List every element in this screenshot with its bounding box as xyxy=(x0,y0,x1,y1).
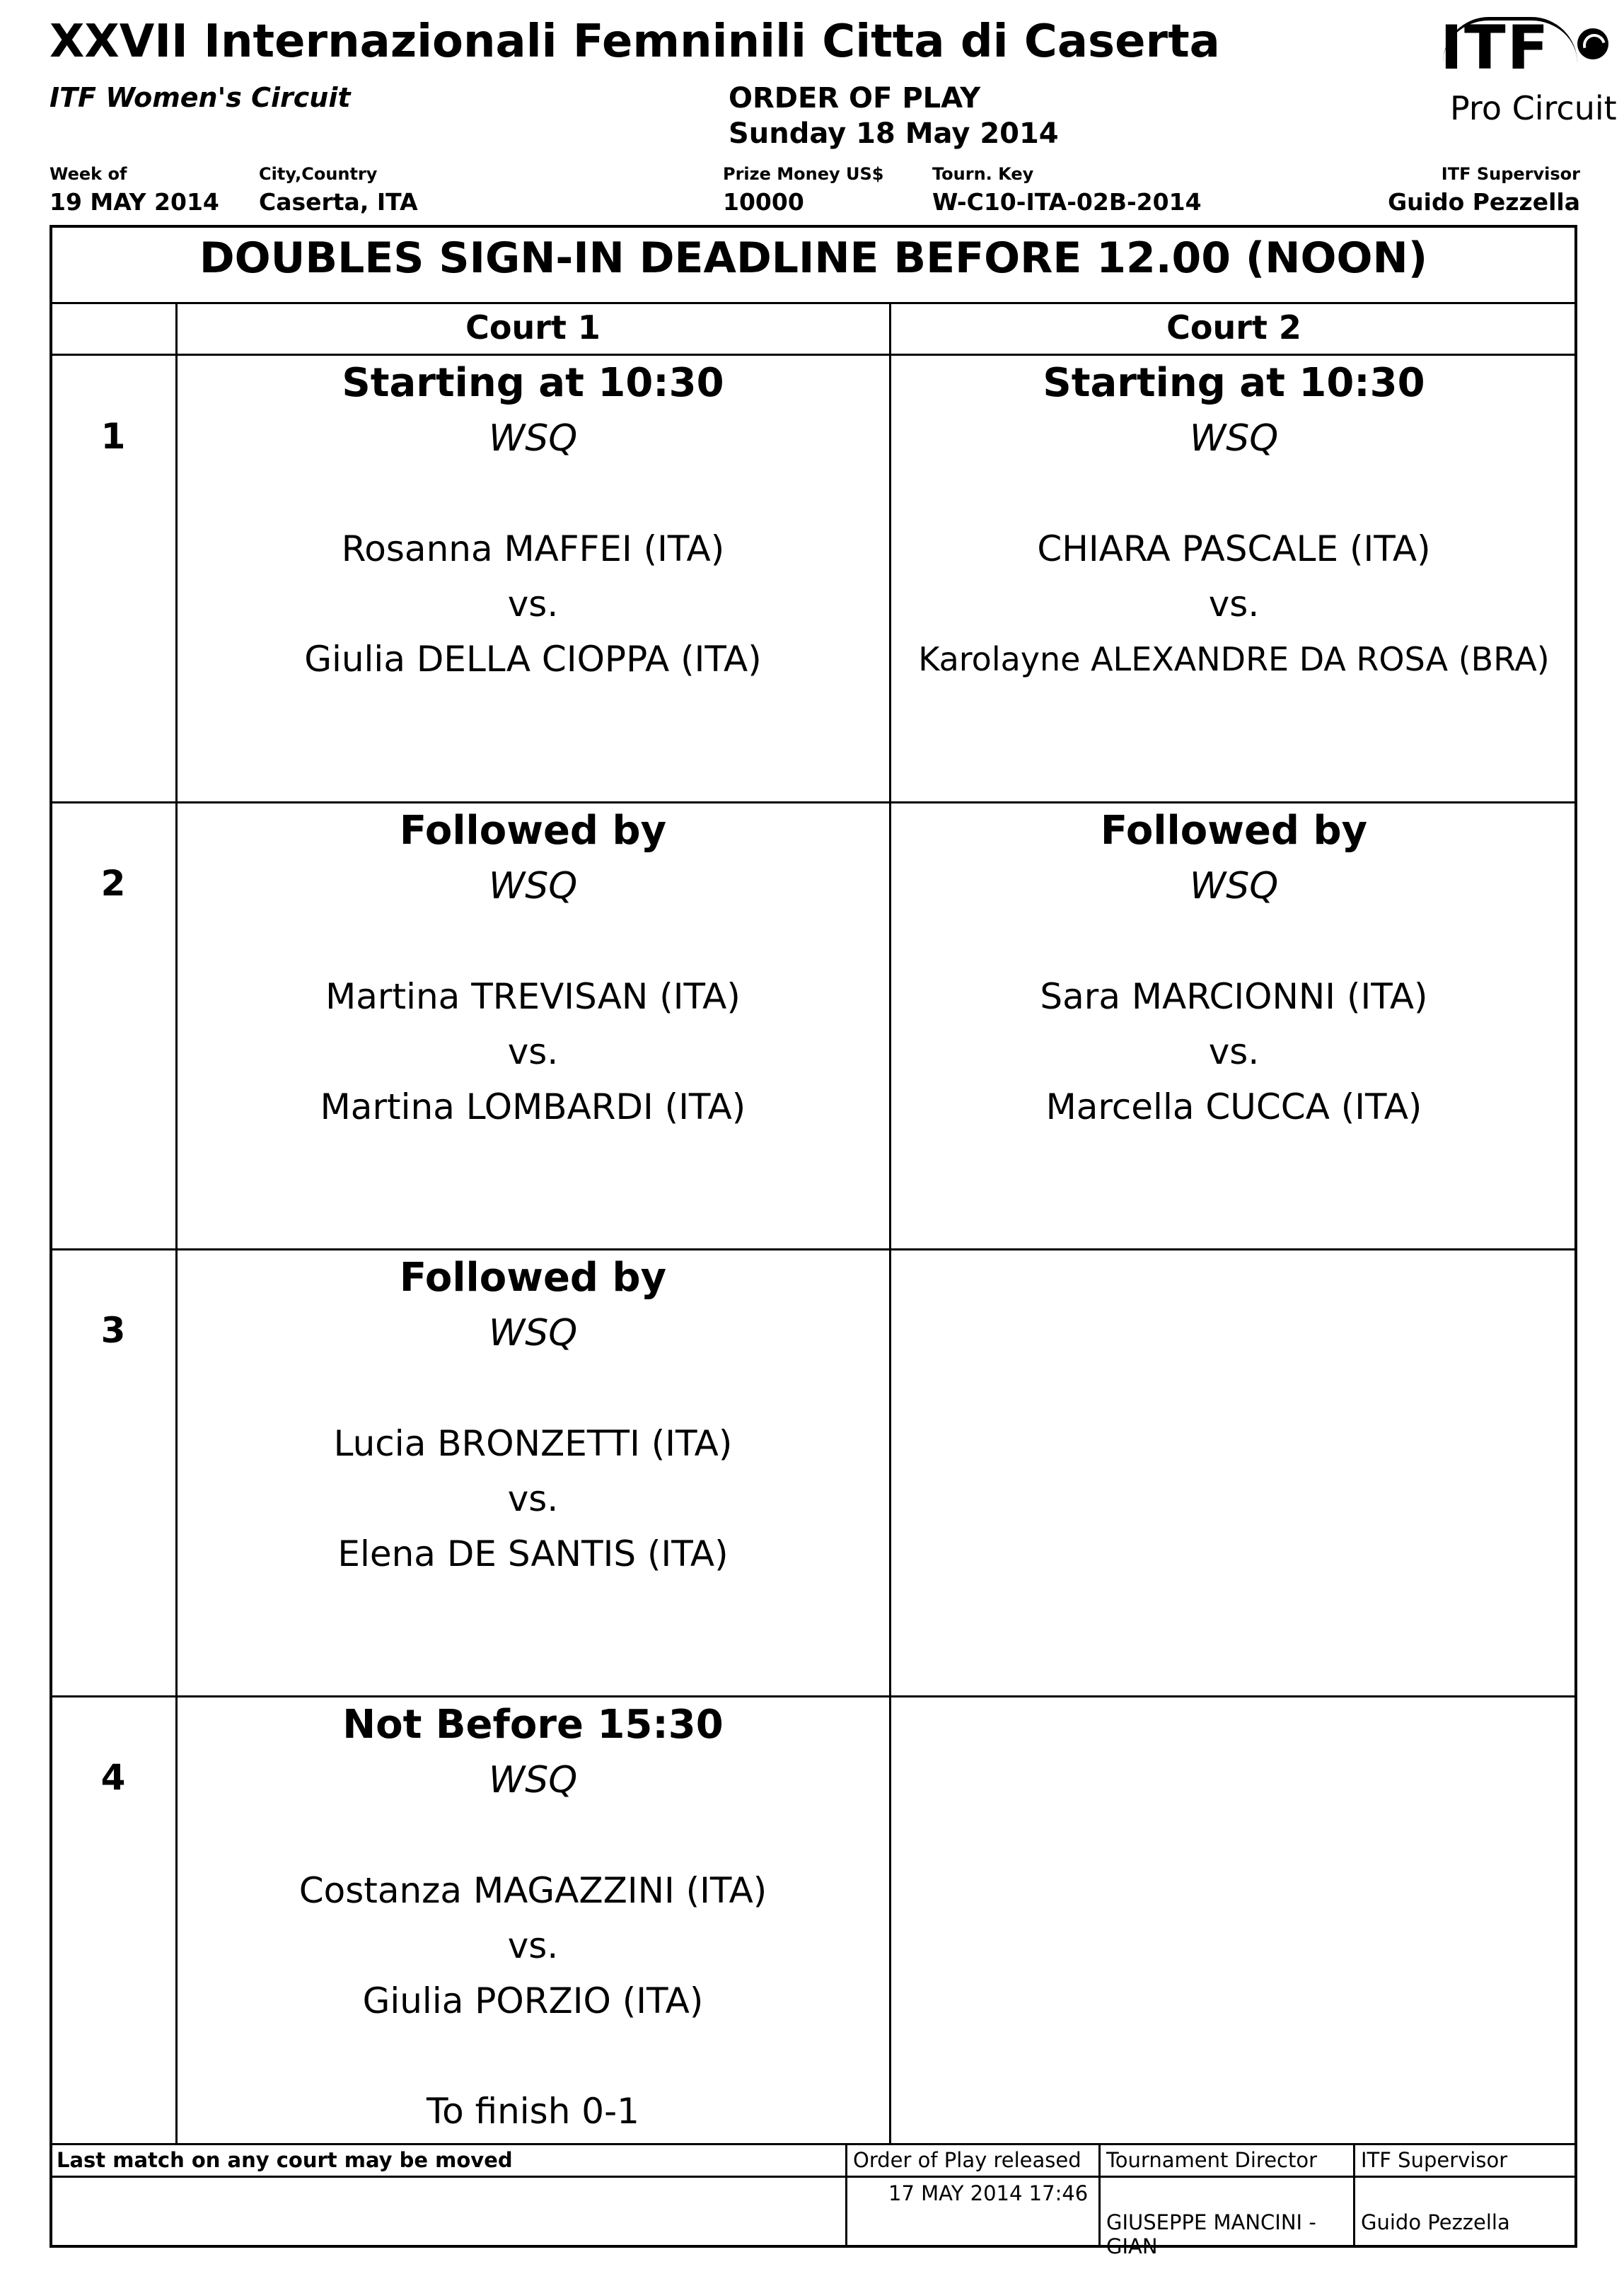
logo-pro-circuit-text: Pro Circuit xyxy=(1450,89,1617,127)
prize-label: Prize Money US$ xyxy=(723,164,884,184)
player-two: Elena DE SANTIS (ITA) xyxy=(337,1533,729,1574)
doubles-deadline-banner: DOUBLES SIGN-IN DEADLINE BEFORE 12.00 (NOON) xyxy=(199,233,1428,283)
divider xyxy=(50,2143,1577,2145)
tournament-title: XXVII Internazionali Femninili Citta di Caserta xyxy=(50,16,1220,68)
match-time: Starting at 10:30 xyxy=(1043,360,1425,406)
player-one: CHIARA PASCALE (ITA) xyxy=(1037,528,1431,569)
week-value: 19 MAY 2014 xyxy=(50,188,219,216)
itf-pro-circuit-logo xyxy=(1436,13,1617,140)
city-label: City,Country xyxy=(259,164,378,184)
match-cell xyxy=(891,356,1577,687)
released-label: Order of Play released xyxy=(853,2148,1081,2172)
week-label: Week of xyxy=(50,164,127,184)
last-match-note: Last match on any court may be moved xyxy=(57,2148,513,2172)
play-date: Sunday 18 May 2014 xyxy=(729,117,1059,150)
divider xyxy=(1353,2143,1355,2246)
row-number: 1 xyxy=(100,416,126,457)
player-two: Martina LOMBARDI (ITA) xyxy=(320,1086,746,1127)
divider xyxy=(1098,2143,1101,2246)
versus: vs. xyxy=(1208,1031,1260,1072)
court-1-header: Court 1 xyxy=(465,308,601,347)
row-number: 3 xyxy=(100,1310,126,1351)
versus: vs. xyxy=(507,584,559,625)
tennis-ball-icon xyxy=(1577,28,1608,59)
match-cell xyxy=(177,803,889,1134)
prize-value: 10000 xyxy=(723,188,804,216)
versus: vs. xyxy=(507,1031,559,1072)
player-one: Martina TREVISAN (ITA) xyxy=(325,976,741,1017)
match-time: Followed by xyxy=(399,808,667,854)
circuit-name: ITF Women's Circuit xyxy=(50,82,351,113)
footer-supervisor-value: Guido Pezzella xyxy=(1361,2210,1510,2234)
director-value: GIUSEPPE MANCINI - GIAN xyxy=(1106,2210,1316,2258)
versus: vs. xyxy=(507,1925,559,1966)
divider xyxy=(845,2143,847,2246)
footer-supervisor-label: ITF Supervisor xyxy=(1361,2148,1508,2172)
player-one: Rosanna MAFFEI (ITA) xyxy=(341,528,725,569)
logo-itf-text: ITF xyxy=(1440,13,1550,83)
tourn-key-value: W-C10-ITA-02B-2014 xyxy=(932,188,1202,216)
tourn-key-label: Tourn. Key xyxy=(932,164,1034,184)
match-cell xyxy=(177,1250,889,1581)
divider xyxy=(50,302,1577,304)
match-note: To finish 0-1 xyxy=(427,2091,639,2132)
versus: vs. xyxy=(1208,584,1260,625)
match-time: Followed by xyxy=(399,1255,667,1301)
match-time: Followed by xyxy=(1100,808,1368,854)
row-number: 2 xyxy=(100,863,126,904)
event-code: WSQ xyxy=(488,1312,578,1354)
divider xyxy=(50,2176,1577,2178)
city-value: Caserta, ITA xyxy=(259,188,418,216)
event-code: WSQ xyxy=(488,417,578,460)
match-cell xyxy=(891,803,1577,1134)
event-code: WSQ xyxy=(488,1759,578,1801)
player-two: Karolayne ALEXANDRE DA ROSA (BRA) xyxy=(918,640,1550,678)
released-value: 17 MAY 2014 17:46 xyxy=(888,2181,1089,2205)
player-one: Costanza MAGAZZINI (ITA) xyxy=(298,1870,767,1911)
header-supervisor-label: ITF Supervisor xyxy=(1441,164,1580,184)
match-time: Not Before 15:30 xyxy=(342,1702,724,1748)
court-2-header: Court 2 xyxy=(1166,308,1301,347)
player-two: Giulia DELLA CIOPPA (ITA) xyxy=(304,639,762,680)
director-label: Tournament Director xyxy=(1106,2148,1318,2172)
player-two: Giulia PORZIO (ITA) xyxy=(362,1980,704,2021)
match-cell xyxy=(177,356,889,687)
event-code: WSQ xyxy=(488,865,578,907)
order-of-play-heading: ORDER OF PLAY xyxy=(729,82,981,115)
row-number: 4 xyxy=(100,1757,126,1798)
player-two: Marcella CUCCA (ITA) xyxy=(1045,1086,1422,1127)
player-one: Lucia BRONZETTI (ITA) xyxy=(333,1423,733,1464)
event-code: WSQ xyxy=(1189,417,1279,460)
match-time: Starting at 10:30 xyxy=(342,360,724,406)
player-one: Sara MARCIONNI (ITA) xyxy=(1040,976,1428,1017)
match-cell xyxy=(177,1697,889,2139)
event-code: WSQ xyxy=(1189,865,1279,907)
versus: vs. xyxy=(507,1478,559,1519)
header-supervisor-value: Guido Pezzella xyxy=(1388,188,1580,216)
